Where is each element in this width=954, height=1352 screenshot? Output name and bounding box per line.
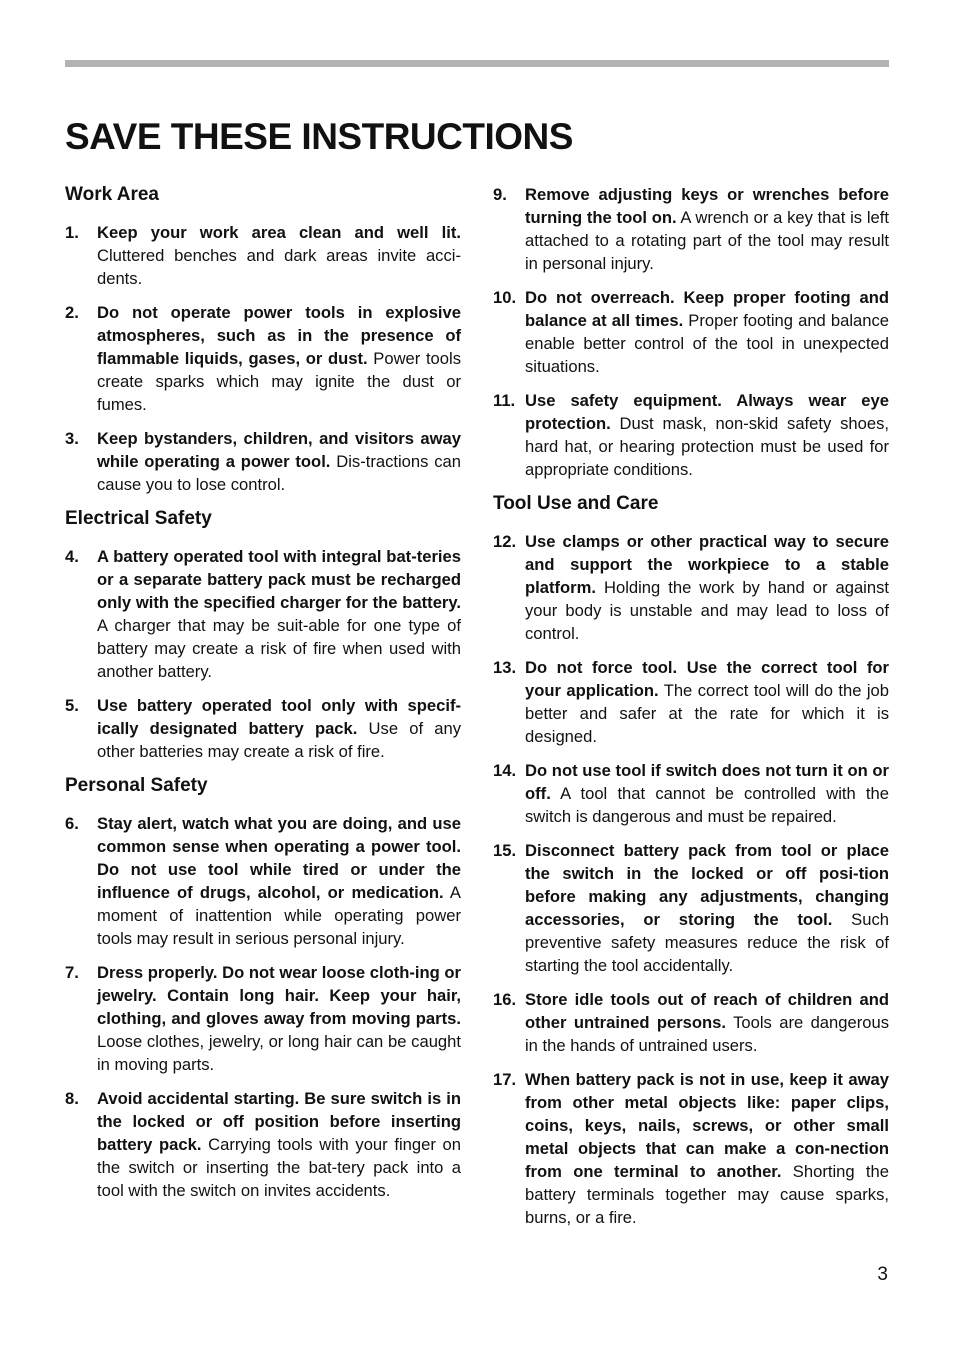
instruction-item xyxy=(65,221,461,290)
item-body xyxy=(97,427,461,496)
item-text: Use of any other batteries may create a risk of fire. xyxy=(97,719,461,761)
item-text: Power tools create sparks which may ignite the dust or fumes. xyxy=(97,349,461,414)
item-text: Shorting the battery terminals together may cause sparks, burns, or a fire. xyxy=(525,1162,890,1227)
item-body xyxy=(525,183,889,275)
item-number: 9. xyxy=(493,185,507,204)
item-bold-text: Disconnect battery pack from tool or place the switch in the locked or off posi-tion before making any adjustments, changing accessories, or storing the tool. xyxy=(525,841,889,929)
item-bold-text: Use battery operated tool only with specif-ically designated battery pack. xyxy=(97,696,461,738)
item-bold-text: Do not operate power tools in explosive atmospheres, such as in the presence of flammable liquids, gases, or dust. xyxy=(97,303,461,368)
item-body xyxy=(525,839,889,977)
item-body xyxy=(97,961,461,1076)
item-text: A moment of inattention while operating power tools may result in serious personal injury. xyxy=(97,883,461,948)
item-body xyxy=(525,759,889,828)
item-number: 17. xyxy=(493,1070,517,1089)
item-text: A charger that may be suit-able for one type of battery may create a risk of fire when used with another battery. xyxy=(97,616,461,681)
item-number: 6. xyxy=(65,814,79,833)
item-bold-text: Use clamps or other practical way to secure and support the workpiece to a stable platform. xyxy=(525,532,889,597)
item-text: Cluttered benches and dark areas invite acci-dents. xyxy=(97,246,461,288)
item-bold-text: A battery operated tool with integral bat-teries or a separate battery pack must be recharged only with the specified charger for the battery. xyxy=(97,547,461,612)
item-body xyxy=(97,545,461,683)
instruction-item xyxy=(65,301,461,416)
instruction-item xyxy=(65,961,461,1076)
item-body xyxy=(525,389,889,481)
item-bold-text: Do not force tool. Use the correct tool for your application. xyxy=(525,658,889,700)
section-heading-electrical-safety: Electrical Safety xyxy=(65,508,212,529)
instruction-item xyxy=(493,183,889,275)
instruction-item xyxy=(65,427,461,496)
item-number: 8. xyxy=(65,1089,79,1108)
top-rule xyxy=(65,60,889,67)
item-body xyxy=(97,694,461,763)
item-body xyxy=(525,656,889,748)
item-text: Dis-tractions can cause you to lose control. xyxy=(97,452,461,494)
section-heading-tool-use-and-care: Tool Use and Care xyxy=(493,493,659,514)
item-bold-text: Stay alert, watch what you are doing, and use common sense when operating a power tool. Do not use tool while tired or under the influence of drugs, alcohol, or medication. xyxy=(97,814,461,902)
instruction-item xyxy=(65,545,461,683)
item-text: Such preventive safety measures reduce the risk of starting the tool accidentally. xyxy=(525,910,889,975)
item-bold-text: Remove adjusting keys or wrenches before turning the tool on. xyxy=(525,185,889,227)
item-number: 7. xyxy=(65,963,79,982)
instruction-item xyxy=(493,1068,889,1229)
item-number: 5. xyxy=(65,696,79,715)
item-body xyxy=(97,221,461,290)
item-number: 2. xyxy=(65,303,79,322)
item-bold-text: When battery pack is not in use, keep it away from other metal objects like: paper clips, coins, keys, nails, screws, or other small metal objects that can make a con-nection from one terminal to another. xyxy=(525,1070,889,1181)
left-column xyxy=(65,183,461,1213)
item-number: 4. xyxy=(65,547,79,566)
instruction-item xyxy=(493,530,889,645)
section-heading-personal-safety: Personal Safety xyxy=(65,775,208,796)
page-number: 3 xyxy=(877,1264,888,1285)
item-bold-text: Avoid accidental starting. Be sure switch is in the locked or off position before inserting battery pack. xyxy=(97,1089,461,1154)
item-bold-text: Do not overreach. Keep proper footing and balance at all times. xyxy=(525,288,889,330)
item-number: 12. xyxy=(493,532,517,551)
item-body xyxy=(525,530,889,645)
item-text: Carrying tools with your finger on the switch or inserting the bat-tery pack into a tool with the switch on invites accidents. xyxy=(97,1135,461,1200)
item-text: The correct tool will do the job better and safer at the rate for which it is designed. xyxy=(525,681,889,746)
instruction-item xyxy=(493,286,889,378)
item-text: A wrench or a key that is left attached to a rotating part of the tool may result in personal injury. xyxy=(525,208,889,273)
instruction-item xyxy=(65,694,461,763)
item-number: 10. xyxy=(493,288,517,307)
instruction-item xyxy=(65,812,461,950)
item-bold-text: Keep bystanders, children, and visitors away while operating a power tool. xyxy=(97,429,461,471)
item-number: 15. xyxy=(493,841,517,860)
item-text: Proper footing and balance enable better control of the tool in unexpected situations. xyxy=(525,311,889,376)
item-number: 14. xyxy=(493,761,517,780)
item-number: 11. xyxy=(493,391,516,410)
section-heading-work-area: Work Area xyxy=(65,184,159,205)
item-number: 16. xyxy=(493,990,517,1009)
instruction-item xyxy=(493,839,889,977)
item-body xyxy=(97,1087,461,1202)
item-bold-text: Use safety equipment. Always wear eye protection. xyxy=(525,391,889,433)
item-body xyxy=(97,301,461,416)
item-number: 13. xyxy=(493,658,517,677)
item-text: A tool that cannot be controlled with the switch is dangerous and must be repaired. xyxy=(525,784,889,826)
instruction-item xyxy=(493,759,889,828)
item-text: Loose clothes, jewelry, or long hair can be caught in moving parts. xyxy=(97,1032,461,1074)
item-number: 1. xyxy=(65,223,79,242)
item-number: 3. xyxy=(65,429,79,448)
instruction-item xyxy=(493,656,889,748)
right-column xyxy=(493,183,889,1240)
item-text: Tools are dangerous in the hands of untrained users. xyxy=(525,1013,889,1055)
item-bold-text: Dress properly. Do not wear loose cloth-ing or jewelry. Contain long hair. Keep your hair, clothing, and gloves away from moving parts. xyxy=(97,963,461,1028)
item-body xyxy=(525,286,889,378)
item-bold-text: Do not use tool if switch does not turn it on or off. xyxy=(525,761,889,803)
page-title: SAVE THESE INSTRUCTIONS xyxy=(65,116,573,157)
item-body xyxy=(525,988,889,1057)
item-bold-text: Keep your work area clean and well lit. xyxy=(97,223,461,242)
instruction-item xyxy=(493,389,889,481)
instruction-item xyxy=(493,988,889,1057)
item-bold-text: Store idle tools out of reach of children and other untrained persons. xyxy=(525,990,889,1032)
item-text: Dust mask, non-skid safety shoes, hard hat, or hearing protection must be used for appropriate conditions. xyxy=(525,414,889,479)
item-text: Holding the work by hand or against your body is unstable and may lead to loss of control. xyxy=(525,578,889,643)
item-body xyxy=(97,812,461,950)
instruction-item xyxy=(65,1087,461,1202)
item-body xyxy=(525,1068,889,1229)
